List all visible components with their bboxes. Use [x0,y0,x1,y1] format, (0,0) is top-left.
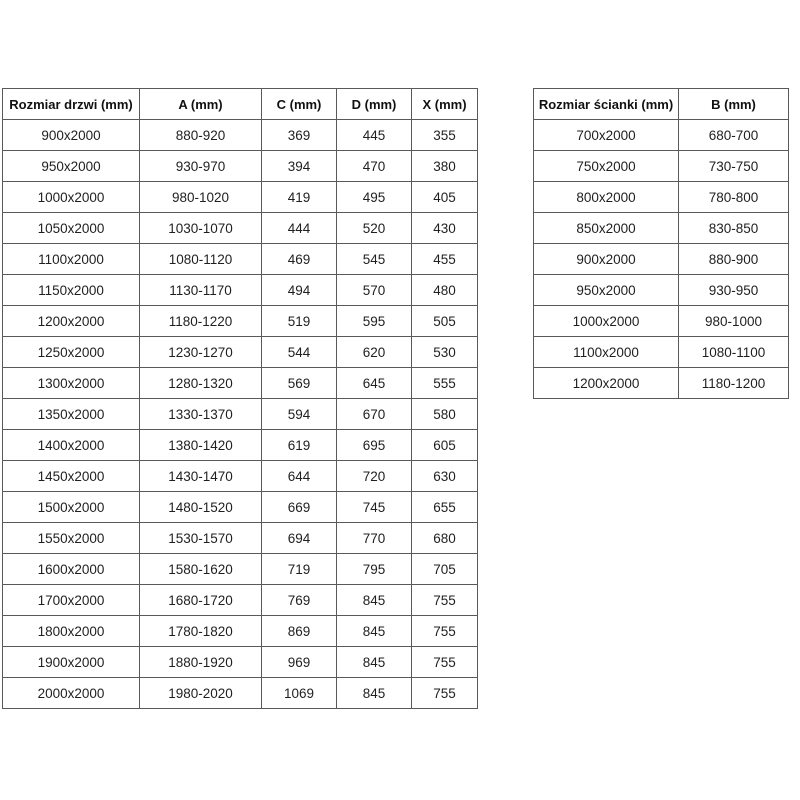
table-cell: 695 [337,430,412,461]
table-cell: 1800x2000 [3,616,140,647]
table-row [3,275,478,306]
table-row [534,151,789,182]
table-row [3,306,478,337]
table-cell: 570 [337,275,412,306]
wall-size-table [533,88,789,399]
table-cell: 1880-1920 [140,647,262,678]
door-size-table [2,88,478,709]
table-cell: 470 [337,151,412,182]
table-cell: 1230-1270 [140,337,262,368]
table-cell: 1000x2000 [534,306,679,337]
table-cell: 1580-1620 [140,554,262,585]
table-cell: 445 [337,120,412,151]
table-cell: 1250x2000 [3,337,140,368]
table-cell: 1180-1200 [679,368,789,399]
table-cell: 755 [412,616,478,647]
table-cell: 845 [337,647,412,678]
wall-size-table-body [534,120,789,399]
table-cell: 1130-1170 [140,275,262,306]
header-row [3,89,478,120]
table-row [534,213,789,244]
table-cell: 670 [337,399,412,430]
table-cell: 705 [412,554,478,585]
table-cell: 795 [337,554,412,585]
table-cell: 480 [412,275,478,306]
table-row [3,647,478,678]
table-row [3,585,478,616]
table-cell: 755 [412,585,478,616]
column-header: D (mm) [337,89,412,120]
table-cell: 1450x2000 [3,461,140,492]
table-cell: 605 [412,430,478,461]
table-cell: 1180-1220 [140,306,262,337]
table-cell: 1780-1820 [140,616,262,647]
table-row [534,244,789,275]
table-cell: 644 [262,461,337,492]
column-header: A (mm) [140,89,262,120]
table-cell: 1200x2000 [534,368,679,399]
table-cell: 1500x2000 [3,492,140,523]
table-cell: 1100x2000 [534,337,679,368]
table-row [3,523,478,554]
door-size-table-head [3,89,478,120]
table-cell: 755 [412,647,478,678]
table-cell: 520 [337,213,412,244]
table-cell: 680-700 [679,120,789,151]
table-cell: 1400x2000 [3,430,140,461]
table-cell: 755 [412,678,478,709]
table-cell: 1550x2000 [3,523,140,554]
table-cell: 1300x2000 [3,368,140,399]
table-cell: 1350x2000 [3,399,140,430]
table-cell: 1200x2000 [3,306,140,337]
table-row [3,213,478,244]
table-cell: 730-750 [679,151,789,182]
column-header: B (mm) [679,89,789,120]
table-cell: 630 [412,461,478,492]
table-cell: 694 [262,523,337,554]
table-cell: 469 [262,244,337,275]
table-cell: 850x2000 [534,213,679,244]
table-cell: 770 [337,523,412,554]
table-cell: 745 [337,492,412,523]
table-cell: 519 [262,306,337,337]
table-cell: 669 [262,492,337,523]
table-row [3,430,478,461]
table-row [3,492,478,523]
table-cell: 969 [262,647,337,678]
table-cell: 750x2000 [534,151,679,182]
table-cell: 1069 [262,678,337,709]
table-cell: 700x2000 [534,120,679,151]
table-cell: 1600x2000 [3,554,140,585]
table-cell: 405 [412,182,478,213]
table-row [3,461,478,492]
table-row [3,151,478,182]
table-row [3,616,478,647]
table-cell: 544 [262,337,337,368]
table-cell: 980-1020 [140,182,262,213]
table-cell: 1080-1120 [140,244,262,275]
table-row [3,399,478,430]
door-size-table-body [3,120,478,709]
table-cell: 1680-1720 [140,585,262,616]
table-row [3,554,478,585]
table-row [3,337,478,368]
table-cell: 1900x2000 [3,647,140,678]
table-cell: 569 [262,368,337,399]
table-cell: 1430-1470 [140,461,262,492]
table-row [3,120,478,151]
table-cell: 1280-1320 [140,368,262,399]
table-cell: 620 [337,337,412,368]
table-cell: 719 [262,554,337,585]
table-row [534,337,789,368]
table-cell: 419 [262,182,337,213]
table-row [3,182,478,213]
table-cell: 769 [262,585,337,616]
table-cell: 530 [412,337,478,368]
table-cell: 845 [337,616,412,647]
table-cell: 1100x2000 [3,244,140,275]
table-cell: 555 [412,368,478,399]
table-cell: 845 [337,678,412,709]
table-cell: 950x2000 [3,151,140,182]
table-row [534,182,789,213]
table-cell: 1330-1370 [140,399,262,430]
column-header: Rozmiar drzwi (mm) [3,89,140,120]
table-cell: 900x2000 [3,120,140,151]
table-cell: 780-800 [679,182,789,213]
column-header: Rozmiar ścianki (mm) [534,89,679,120]
table-cell: 430 [412,213,478,244]
table-cell: 930-950 [679,275,789,306]
table-cell: 1150x2000 [3,275,140,306]
table-row [3,244,478,275]
header-row [534,89,789,120]
table-cell: 950x2000 [534,275,679,306]
table-cell: 1980-2020 [140,678,262,709]
table-cell: 369 [262,120,337,151]
table-cell: 505 [412,306,478,337]
table-cell: 2000x2000 [3,678,140,709]
table-cell: 455 [412,244,478,275]
table-cell: 1080-1100 [679,337,789,368]
table-cell: 680 [412,523,478,554]
column-header: X (mm) [412,89,478,120]
table-cell: 1700x2000 [3,585,140,616]
table-cell: 845 [337,585,412,616]
table-cell: 444 [262,213,337,244]
table-cell: 645 [337,368,412,399]
table-cell: 869 [262,616,337,647]
table-cell: 720 [337,461,412,492]
table-row [534,368,789,399]
table-row [534,120,789,151]
table-cell: 619 [262,430,337,461]
table-row [534,306,789,337]
table-cell: 1030-1070 [140,213,262,244]
table-cell: 394 [262,151,337,182]
table-row [3,368,478,399]
table-cell: 800x2000 [534,182,679,213]
table-cell: 980-1000 [679,306,789,337]
table-cell: 1050x2000 [3,213,140,244]
table-cell: 380 [412,151,478,182]
table-cell: 880-900 [679,244,789,275]
wall-size-table-head [534,89,789,120]
table-cell: 900x2000 [534,244,679,275]
table-cell: 545 [337,244,412,275]
table-cell: 1480-1520 [140,492,262,523]
table-row [534,275,789,306]
table-cell: 655 [412,492,478,523]
table-cell: 494 [262,275,337,306]
column-header: C (mm) [262,89,337,120]
table-cell: 495 [337,182,412,213]
table-cell: 880-920 [140,120,262,151]
table-cell: 830-850 [679,213,789,244]
table-row [3,678,478,709]
table-cell: 580 [412,399,478,430]
table-cell: 355 [412,120,478,151]
table-cell: 930-970 [140,151,262,182]
table-cell: 595 [337,306,412,337]
table-cell: 1380-1420 [140,430,262,461]
table-cell: 594 [262,399,337,430]
table-cell: 1530-1570 [140,523,262,554]
table-cell: 1000x2000 [3,182,140,213]
